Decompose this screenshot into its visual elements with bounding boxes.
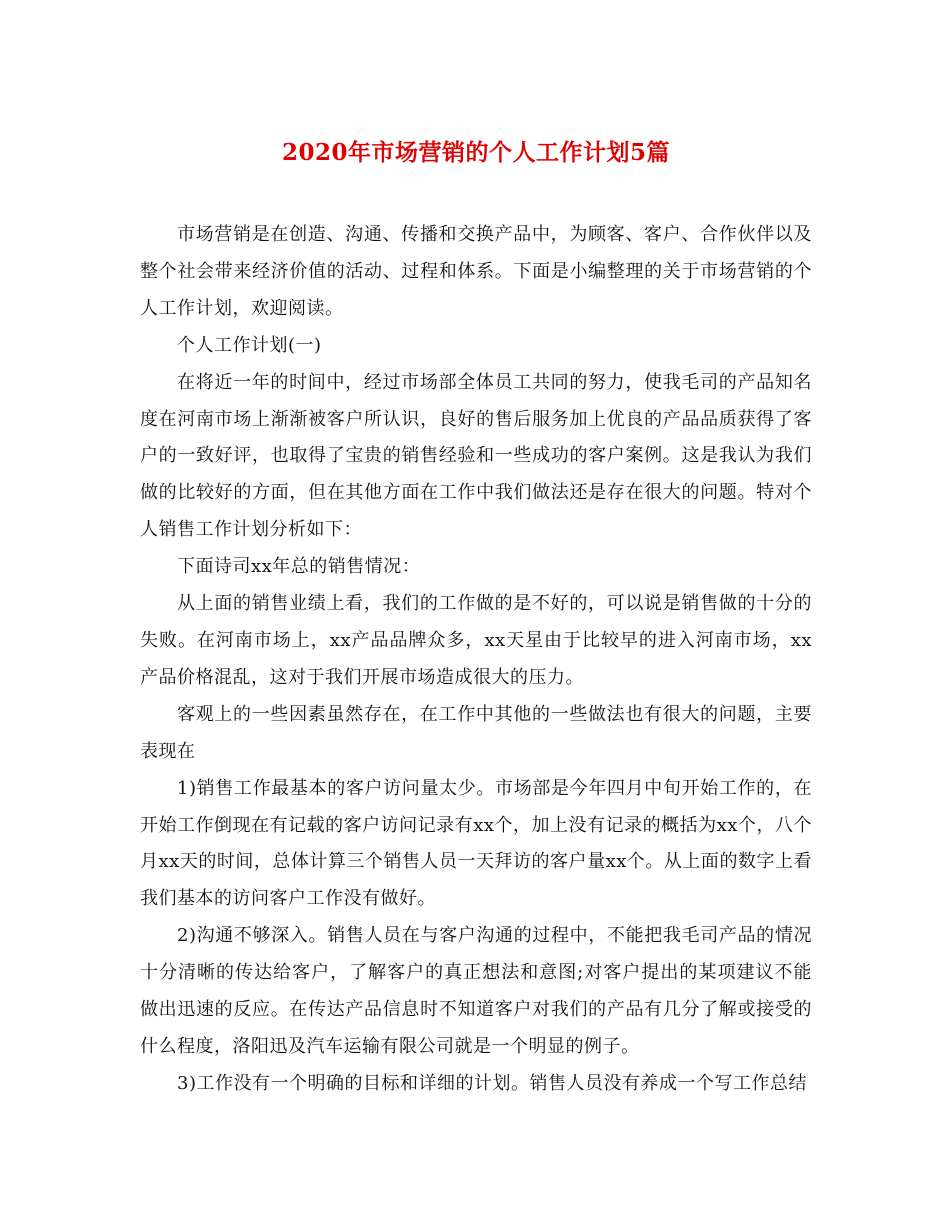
section-heading-plan-1: 个人工作计划(一): [177, 334, 322, 356]
paragraph-problem-2: 2)沟通不够深入。销售人员在与客户沟通的过程中，不能把我毛司产品的情况十分清晰的传达给客户，了解客户的真正想法和意图;对客户提出的某项建议不能做出迅速的反应。在传达产品信息时不知道客户对我们的产品有几分了解或接受的什么程度，洛阳迅及汽车运输有限公司就是一个明显的例子。: [140, 925, 812, 1057]
document-body: [140, 217, 812, 1103]
document-title: 2020年市场营销的个人工作计划5篇: [281, 139, 671, 166]
paragraph-problems-intro: 客观上的一些因素虽然存在，在工作中其他的一些做法也有很大的问题，主要表现在: [140, 703, 812, 762]
paragraph-problem-1: 1)销售工作最基本的客户访问量太少。市场部是今年四月中旬开始工作的，在开始工作倒现在有记载的客户访问记录有xx个，加上没有记录的概括为xx个，八个月xx天的时间，总体计算三个销售人员一天拜访的客户量xx个。从上面的数字上看我们基本的访问客户工作没有做好。: [140, 777, 812, 910]
paragraph-review: 在将近一年的时间中，经过市场部全体员工共同的努力，使我毛司的产品知名度在河南市场上渐渐被客户所认识，良好的售后服务加上优良的产品品质获得了客户的一致好评，也取得了宝贵的销售经验和一些成功的客户案例。这是我认为我们做的比较好的方面，但在其他方面在工作中我们做法还是存在很大的问题。特对个人销售工作计划分析如下：: [140, 371, 812, 541]
paragraph-problem-3: 3)工作没有一个明确的目标和详细的计划。销售人员没有养成一个写工作总结: [177, 1072, 807, 1094]
paragraph-sales-analysis: 从上面的销售业绩上看，我们的工作做的是不好的，可以说是销售做的十分的失败。在河南市场上，xx产品品牌众多，xx天星由于比较早的进入河南市场，xx产品价格混乱，这对于我们开展市场造成很大的压力。: [140, 593, 812, 688]
paragraph-sales-status: 下面诗司xx年总的销售情况：: [177, 556, 421, 578]
paragraph-intro: 市场营销是在创造、沟通、传播和交换产品中，为顾客、客户、合作伙伴以及整个社会带来经济价值的活动、过程和体系。下面是小编整理的关于市场营销的个人工作计划，欢迎阅读。: [140, 224, 812, 319]
